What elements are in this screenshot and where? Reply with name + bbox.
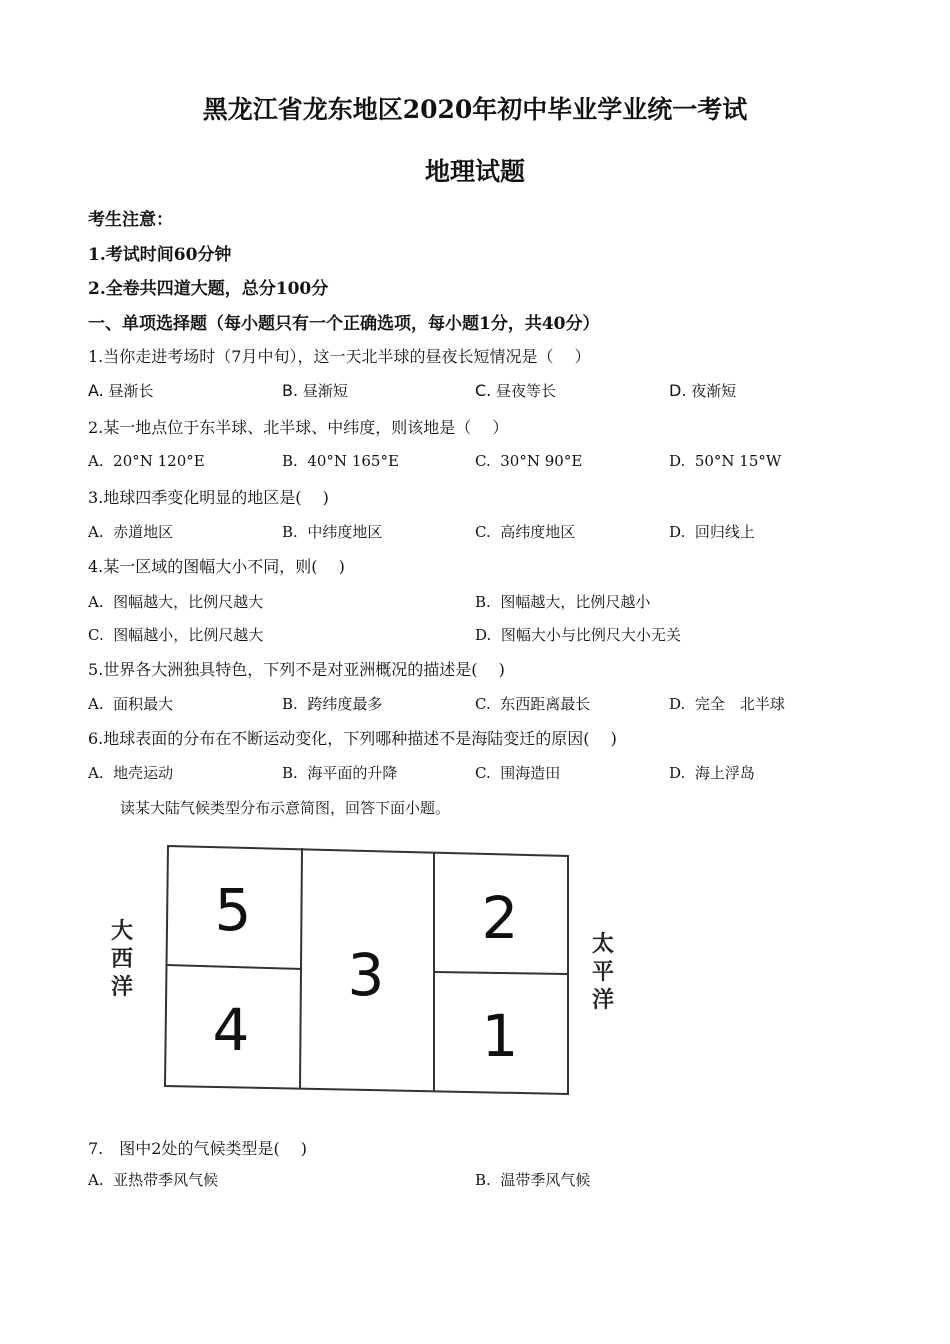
q5-option-d: D. 完全 北半球 xyxy=(669,695,785,713)
q3-option-d: D. 回归线上 xyxy=(669,523,755,541)
reading-intro: 读某大陆气候类型分布示意简图，回答下面小题。 xyxy=(120,799,451,817)
q3-option-c: C. 高纬度地区 xyxy=(475,523,576,541)
question-stem-2: 2.某一地点位于东半球、北半球、中纬度，则该地是（ ） xyxy=(88,418,509,437)
q1-option-d: D. 夜渐短 xyxy=(669,381,737,400)
q6-option-b: B. 海平面的升降 xyxy=(282,764,398,782)
zone-1-label: 1 xyxy=(481,1002,519,1070)
q7-option-a: A. 亚热带季风气候 xyxy=(88,1171,219,1189)
question-stem-5: 5.世界各大洲独具特色，下列不是对亚洲概况的描述是( ) xyxy=(88,660,505,679)
zone-2-label: 2 xyxy=(481,884,519,952)
q6-option-a: A. 地壳运动 xyxy=(88,764,174,782)
q2-option-d: D. 50°N 15°W xyxy=(669,452,782,470)
question-stem-4: 4.某一区域的图幅大小不同，则( ) xyxy=(88,557,345,576)
atlantic-label-2: 西 xyxy=(110,947,134,972)
q5-option-a: A. 面积最大 xyxy=(88,695,174,713)
q1-option-b: B. 昼渐短 xyxy=(282,381,348,400)
pacific-label-3: 洋 xyxy=(591,988,615,1013)
q2-option-b: B. 40°N 165°E xyxy=(282,452,399,470)
q6-option-c: C. 围海造田 xyxy=(475,764,561,782)
page-title: 黑龙江省龙东地区2020年初中毕业学业统一考试 xyxy=(202,95,748,124)
pacific-label-1: 太 xyxy=(591,932,615,957)
question-stem-3: 3.地球四季变化明显的地区是( ) xyxy=(88,488,329,507)
zone-4-label: 4 xyxy=(212,996,250,1064)
notice-item-2: 2.全卷共四道大题，总分100分 xyxy=(88,279,329,299)
q4-option-b: B. 图幅越大，比例尺越小 xyxy=(475,593,651,611)
diagram-divider-right-h xyxy=(434,972,568,974)
zone-3-label: 3 xyxy=(347,941,385,1009)
question-stem-7: 7. 图中2处的气候类型是( ) xyxy=(88,1139,308,1158)
atlantic-label-3: 洋 xyxy=(110,975,134,1000)
q4-option-d: D. 图幅大小与比例尺大小无关 xyxy=(475,626,681,644)
q1-option-a: A. 昼渐长 xyxy=(88,381,154,400)
question-stem-1: 1.当你走进考场时（7月中旬），这一天北半球的昼夜长短情况是（ ） xyxy=(88,347,591,366)
q3-option-a: A. 赤道地区 xyxy=(88,523,174,541)
q4-option-a: A. 图幅越大，比例尺越大 xyxy=(88,593,264,611)
climate-diagram xyxy=(100,838,640,1098)
atlantic-label-1: 大 xyxy=(110,919,134,944)
q5-option-b: B. 跨纬度最多 xyxy=(282,695,383,713)
q2-option-c: C. 30°N 90°E xyxy=(475,452,583,470)
q3-option-b: B. 中纬度地区 xyxy=(282,523,383,541)
q2-option-a: A. 20°N 120°E xyxy=(88,452,205,470)
zone-5-label: 5 xyxy=(214,876,252,944)
q1-option-c: C. 昼夜等长 xyxy=(475,381,557,400)
q5-option-c: C. 东西距离最长 xyxy=(475,695,591,713)
notice-item-1: 1.考试时间60分钟 xyxy=(88,245,232,265)
question-stem-6: 6.地球表面的分布在不断运动变化，下列哪种描述不是海陆变迁的原因( ) xyxy=(88,729,617,748)
q4-option-c: C. 图幅越小，比例尺越大 xyxy=(88,626,264,644)
diagram-divider-left-h xyxy=(167,965,302,969)
page-subtitle: 地理试题 xyxy=(424,157,525,186)
q7-option-b: B. 温带季风气候 xyxy=(475,1171,591,1189)
pacific-label-2: 平 xyxy=(591,960,615,985)
notice-heading: 考生注意： xyxy=(88,210,173,230)
section-heading: 一、单项选择题（每小题只有一个正确选项，每小题1分，共40分） xyxy=(88,314,600,334)
q6-option-d: D. 海上浮岛 xyxy=(669,764,755,782)
